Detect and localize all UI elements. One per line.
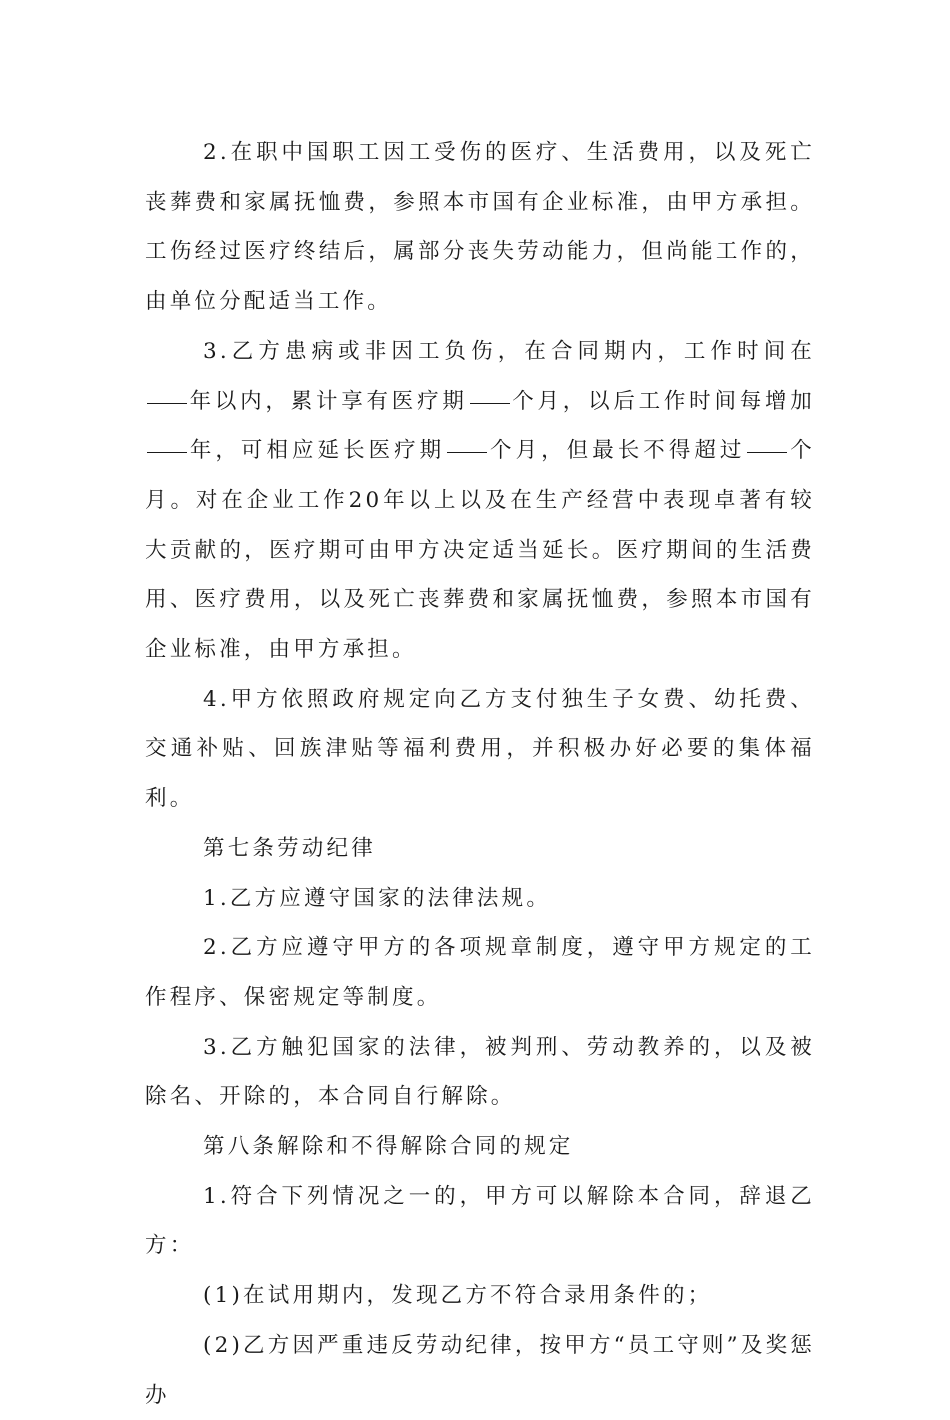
- text-segment: (1)在试用期内，发现乙方不符合录用条件的；: [203, 1283, 713, 1309]
- paragraph-welfare: [145, 675, 815, 824]
- text-segment: 年，可相应延长医疗期: [189, 438, 446, 464]
- text-segment: 3.乙方患病或非因工负伤，在合同期内，工作时间在: [203, 338, 815, 364]
- heading-article-8: [145, 1122, 815, 1172]
- text-segment: 2.在职中国职工因工受伤的医疗、生活费用，以及死亡丧葬费和家属抚恤费，参照本市国有企业标准，由甲方承担。工伤经过医疗终结后，属部分丧失劳动能力，但尚能工作的，由单位分配适当工作。: [145, 140, 815, 315]
- paragraph-termination: [145, 1172, 815, 1271]
- text-segment: 个月，以后工作时间每增加: [511, 388, 816, 414]
- text-segment: (2)乙方因严重违反劳动纪律，按甲方“员工守则”及奖惩办: [145, 1332, 815, 1408]
- text-segment: 3.乙方触犯国家的法律，被判刑、劳动教养的，以及被除名、开除的，本合同自行解除。: [145, 1034, 815, 1110]
- paragraph-violation: [145, 1023, 815, 1122]
- text-segment: 个月，但最长不得超过: [489, 438, 746, 464]
- paragraph-medical-injury: [145, 128, 815, 327]
- text-segment: 第八条解除和不得解除合同的规定: [203, 1134, 574, 1160]
- paragraph-probation: [145, 1271, 815, 1321]
- paragraph-discipline: [145, 1321, 815, 1420]
- blank-line: [147, 451, 187, 453]
- blank-line: [147, 402, 187, 404]
- text-segment: 4.甲方依照政府规定向乙方支付独生子女费、幼托费、交通补贴、回族津贴等福利费用，并积极办好必要的集体福利。: [145, 686, 815, 812]
- blank-line: [747, 451, 787, 453]
- heading-article-7: [145, 824, 815, 874]
- paragraph-rules: [145, 923, 815, 1022]
- text-segment: 1.符合下列情况之一的，甲方可以解除本合同，辞退乙方：: [145, 1183, 815, 1259]
- text-segment: 年以内，累计享有医疗期: [189, 388, 468, 414]
- paragraph-illness: [145, 327, 815, 675]
- text-segment: 第七条劳动纪律: [203, 835, 376, 861]
- text-segment: 个月。对在企业工作20年以上以及在生产经营中表现卓著有较大贡献的，医疗期可由甲方决定适当延长。医疗期间的生活费用、医疗费用，以及死亡丧葬费和家属抚恤费，参照本市国有企业标准，由甲方承担。: [145, 438, 815, 663]
- text-segment: 1.乙方应遵守国家的法律法规。: [203, 885, 552, 911]
- text-segment: 2.乙方应遵守甲方的各项规章制度，遵守甲方规定的工作程序、保密规定等制度。: [145, 935, 815, 1010]
- blank-line: [470, 402, 510, 404]
- paragraph-law: [145, 874, 815, 924]
- blank-line: [447, 451, 487, 453]
- document-body: [145, 128, 815, 1420]
